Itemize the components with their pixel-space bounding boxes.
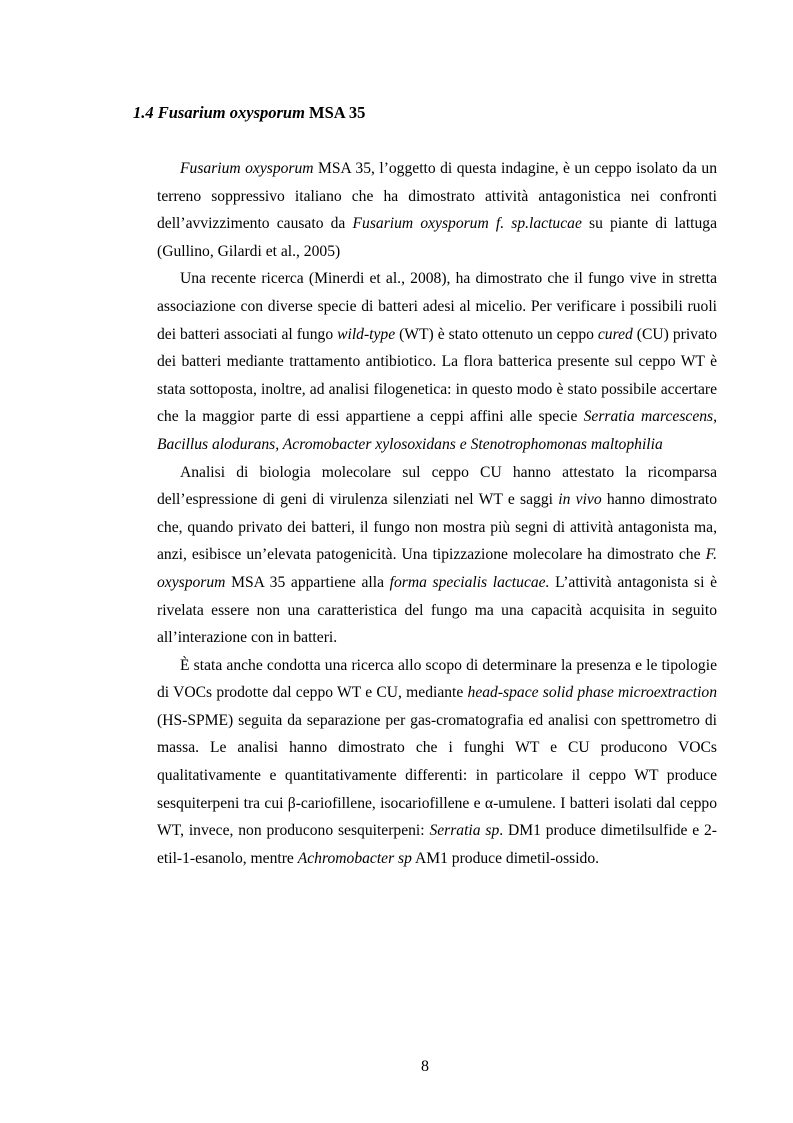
text-run: su piante di lattuga (Gullino, Gilardi et al., 2005) bbox=[157, 215, 717, 260]
italic-text: Fusarium oxysporum bbox=[180, 160, 314, 177]
paragraph bbox=[157, 265, 717, 458]
text-run: Analisi di biologia molecolare sul ceppo CU hanno attestato la ricomparsa dell’espressione di geni di virulenza silenziati nel WT e saggi bbox=[157, 463, 717, 509]
section-heading bbox=[133, 101, 365, 125]
paragraph bbox=[157, 459, 717, 652]
italic-text: Serratia marcescens, Bacillus alodurans, Acromobacter xylosoxidans e Stenotrophomonas maltophilia bbox=[157, 408, 718, 453]
italic-text: head-space solid phase microextraction bbox=[467, 684, 717, 702]
italic-text: Serratia sp bbox=[429, 822, 500, 840]
text-run: MSA 35 appartiene alla bbox=[225, 573, 390, 591]
paragraph bbox=[157, 155, 717, 265]
text-run: L’attività antagonista si è rivelata essere non una caratteristica del fungo ma una capacità acquisita in seguito all’interazione con in batteri. bbox=[157, 573, 717, 647]
paragraph bbox=[157, 652, 717, 873]
page-number: 8 bbox=[421, 1058, 429, 1075]
italic-text: wild-type bbox=[337, 325, 396, 343]
italic-text: in vivo bbox=[558, 491, 602, 509]
text-run: AM1 produce dimetil-ossido. bbox=[411, 849, 600, 867]
text-run: Una recente ricerca (Minerdi et al., 2008), ha dimostrato che il fungo vive in stretta associazione con diverse specie di batteri adesi al micelio. Per verificare i possibili ruoli dei batteri associati al fungo bbox=[157, 270, 717, 343]
section-strain: MSA 35 bbox=[309, 103, 366, 122]
italic-text: Achromobacter sp bbox=[297, 849, 412, 867]
text-run: MSA 35, l’oggetto di questa indagine, è un ceppo isolato da un terreno soppressivo italiano che ha dimostrato attività antagonistica nei confronti dell’avvizzimento causato da bbox=[157, 160, 717, 233]
text-run: È stata anche condotta una ricerca allo scopo di determinare la presenza e le tipologie di VOCs prodotte dal ceppo WT e CU, mediante bbox=[157, 656, 717, 702]
section-number: 1.4 bbox=[133, 103, 154, 122]
italic-text: F. oxysporum bbox=[157, 546, 717, 591]
italic-text: Fusarium oxysporum f. sp.lactucae bbox=[352, 215, 582, 233]
body-text bbox=[157, 155, 717, 872]
text-run: . DM1 produce dimetilsulfide e 2-etil-1-esanolo, mentre bbox=[157, 822, 717, 867]
text-run: (WT) è stato ottenuto un ceppo bbox=[395, 325, 598, 343]
text-run: (HS-SPME) seguita da separazione per gas-cromatografia ed analisi con spettrometro di massa. Le analisi hanno dimostrato che i funghi WT e CU producono VOCs qualitativamente e quantitativamente differenti: in particolare il ceppo WT produce sesquiterpeni tra cui β-cariofillene, isocariofillene e α-umulene. I batteri isolati dal ceppo WT, invece, non producono sesquiterpeni: bbox=[157, 711, 717, 840]
italic-text: cured bbox=[597, 325, 633, 343]
text-run: hanno dimostrato che, quando privato dei batteri, il fungo non mostra più segni di attività antagonista ma, anzi, esibisce un’elevata patogenicità. Una tipizzazione molecolare ha dimostrato che bbox=[157, 491, 717, 564]
italic-text: forma specialis lactucae. bbox=[389, 573, 550, 591]
text-run: (CU) privato dei batteri mediante trattamento antibiotico. La flora batterica presente sul ceppo WT è stata sottoposta, inoltre, ad analisi filogenetica: in questo modo è stato possibile accertare che la maggior parte di essi appartiene a ceppi affini alle specie bbox=[157, 325, 717, 426]
section-species: Fusarium oxysporum bbox=[157, 103, 305, 122]
